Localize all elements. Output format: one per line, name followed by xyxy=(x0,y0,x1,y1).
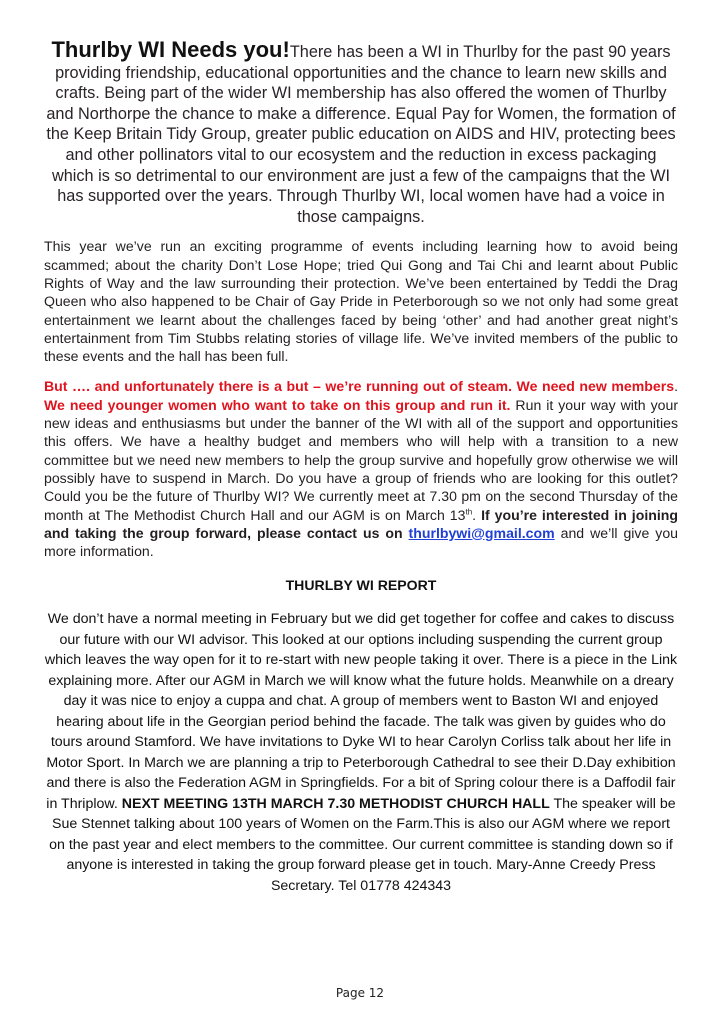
newsletter-page xyxy=(44,37,679,896)
next-meeting-notice: NEXT MEETING 13TH MARCH 7.30 METHODIST CHURCH HALL xyxy=(121,795,550,812)
page-number: Page 12 xyxy=(335,986,385,1000)
report-title: THURLBY WI REPORT xyxy=(285,577,437,594)
report-body xyxy=(44,609,678,896)
ordinal-suffix: th xyxy=(465,506,473,516)
appeal-red-text-2: We need younger women who want to take on this group and run it. xyxy=(44,396,511,413)
report-text-1: We don’t have a normal meeting in February but we did get together for coffee and cakes to discuss our future with our WI advisor. This looked at our options including suspending the current group which leaves the way open for it to re-start with new people taking it over. There is a piece in the Link explaining more. After our AGM in March we will know what the future holds. Meanwhile on a dreary day it was nice to enjoy a cuppa and chat. A group of members went to Baston WI and enjoyed hearing about life in the Georgian period behind the facade. The talk was given by guides who do tours around Stamford. We have invitations to Dyke WI to hear Carolyn Corliss talk about her life in Motor Sport. In March we are planning a trip to Peterborough Cathedral to see their D.Day exhibition and there is also the Federation AGM in Springfields. For a bit of Spring colour there is a Daffodil fair in Thriplow. xyxy=(44,611,678,812)
appeal-closing: and we’ll give you more information. xyxy=(44,524,678,560)
intro-paragraph xyxy=(44,37,678,227)
appeal-body: Run it your way with your new ideas and enthusiasms but under the banner of the WI with all of the support and opportunities this offers. We have a healthy budget and members who will help with a transition to a new committee but we need new members to help the group survive and hopefully grow otherwise we will possibly have to suspend in March. Do you have a group of friends who are looking for this outlet? Could you be the future of Thurlby WI? We currently meet at 7.30 pm on the second Thursday of the month at The Methodist Church Hall and our AGM is on March 13 xyxy=(44,396,679,523)
events-paragraph: This year we’ve run an exciting programme of events including learning how to avoid being scammed; about the charity Don’t Lose Hope; tried Qui Gong and Tai Chi and learnt about Public Rights of Way and the law surrounding their protection. We’ve been entertained by Teddi the Drag Queen who also happened to be Chair of Gay Pride in Peterborough so we not only had some great entertainment we learnt about the challenges faced by being ‘other’ and had another great night’s entertainment from Tim Stubbs relating stories of village life. We’ve invited members of the public to these events and the hall has been full. xyxy=(44,238,678,365)
appeal-contact-text: If you’re interested in joining and taking the group forward, please contact us on xyxy=(44,506,678,541)
email-link[interactable]: thurlbywi@gmail.com xyxy=(408,524,555,541)
appeal-paragraph xyxy=(44,377,678,560)
appeal-separator: . xyxy=(674,378,678,395)
appeal-after-date: . xyxy=(472,506,482,523)
report-text-2: The speaker will be Sue Stennet talking about 100 years of Women on the Farm.This is also our AGM where we report on the past year and elect members to the committee. Our current committee is standing down so if anyone is interested in taking the group forward please get in touch. Mary-Anne Creedy Press Secretary. Tel 01778 424343 xyxy=(49,795,676,894)
headline: Thurlby WI Needs you! xyxy=(51,37,290,62)
intro-text: There has been a WI in Thurlby for the past 90 years providing friendship, educational opportunities and the chance to learn new skills and crafts. Being part of the wider WI membership has also offered the women of Thurlby and Northorpe the chance to make a difference. Equal Pay for Women, the formation of the Keep Britain Tidy Group, greater public education on AIDS and HIV, protecting bees and other pollinators vital to our ecosystem and the reduction in excess packaging which is so detrimental to our environment are just a few of the campaigns that the WI has supported over the years. Through Thurlby WI, local women have had a voice in those campaigns. xyxy=(46,43,676,226)
appeal-red-text-1: But …. and unfortunately there is a but – we’re running out of steam. We need new members xyxy=(44,378,675,395)
